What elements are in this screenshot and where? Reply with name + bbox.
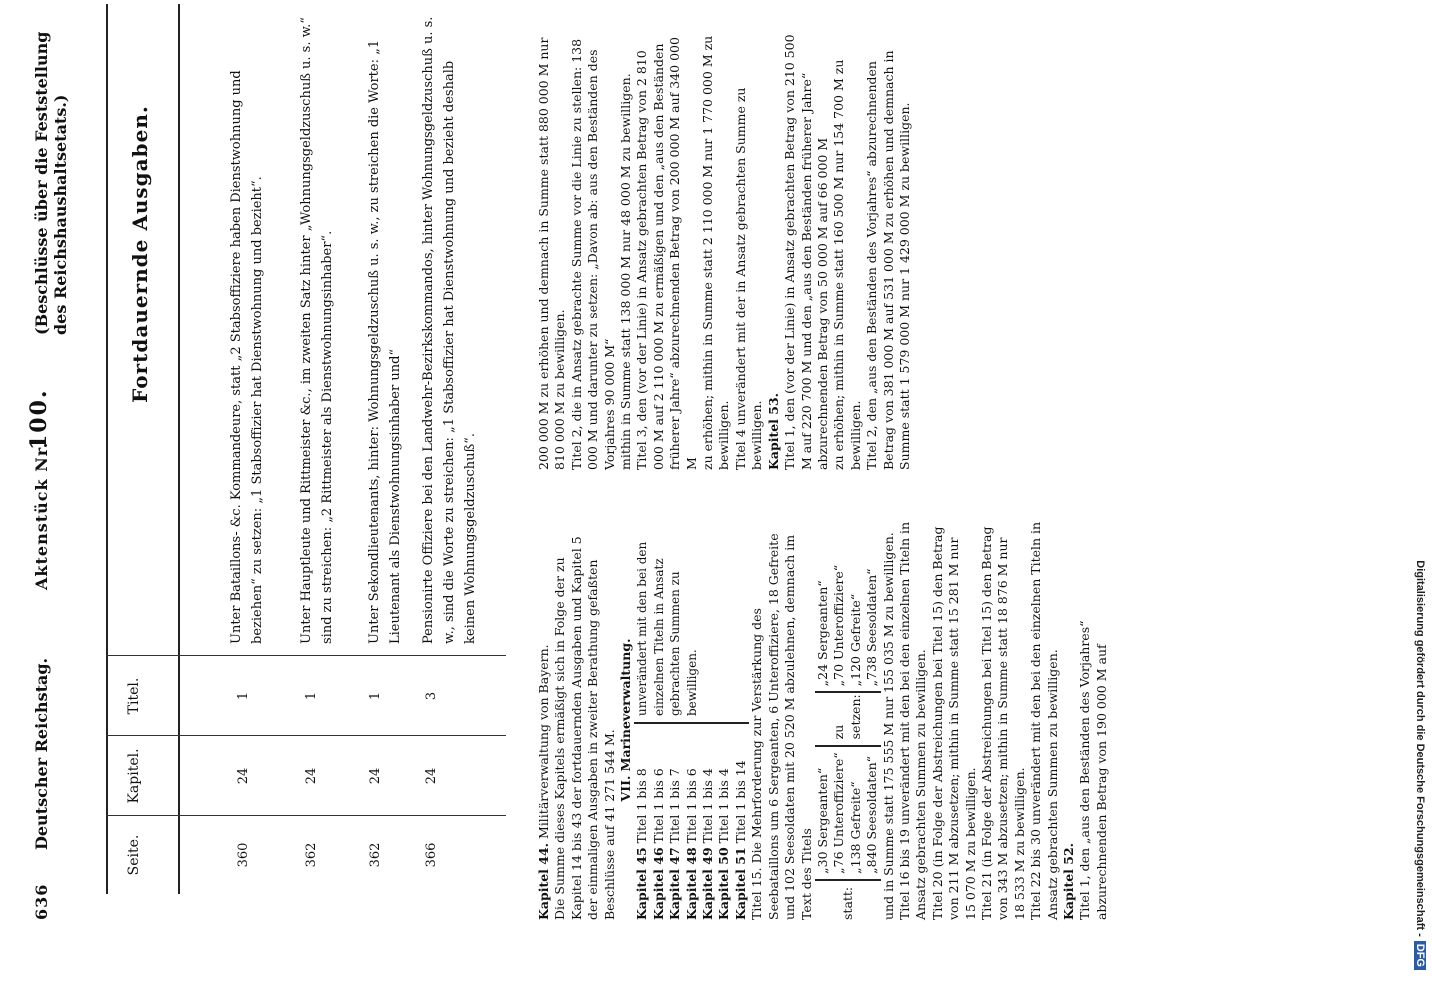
cell-text: Unter Hauptleute und Rittmeister &c., im zweiten Satz hinter „Wohnungsgeldzuschuß u. s. w.“ sind zu streichen: „2 Rittmeister als Dienstwohnungsinhaber“. — [299, 17, 335, 644]
cell-seite: 362 — [368, 842, 383, 868]
list-item: „738 Seesoldaten“ — [864, 568, 880, 687]
col-header-kapitel: Kapitel. — [126, 748, 142, 804]
table-heading: Fortdauernde Ausgaben. — [128, 105, 152, 403]
titel-21-text: Titel 21 (in Folge der Abstreichungen bei Titel 15) den Betrag von 343 M abzusetzen; mithin in Summe statt 18 876 M nur 18 533 M zu bewilligen. — [978, 526, 1027, 920]
header-document: Aktenstück Nr. — [32, 441, 51, 590]
header-number: 100. — [26, 388, 52, 450]
cell-text: Pensionirte Offiziere bei den Landwehr-Bezirkskommandos, hinter Wohnungsgeldzuschuß u. s. w., sind die Worte zu streichen: „1 Stabsoffizier hat Dienstwohnung und bezieht deshalb keinen Wohnungsgeldzuschuß“. — [421, 16, 478, 644]
paragraph: zu erhöhen; mithin in Summe statt 160 500 M nur 154 700 M zu bewilligen. — [831, 59, 863, 470]
paragraph: Titel 3, den (vor der Linie) in Ansatz gebrachten Betrag von 2 810 000 M auf 2 110 000 M zu ermäßigen und den „aus den Beständen früherer Jahre“ abzurechnenden Betrag von 200 000 M auf 340 000 M — [634, 37, 699, 470]
cell-seite: 362 — [304, 842, 319, 868]
kapitel-list-block — [634, 520, 749, 920]
paragraph: 200 000 M zu erhöhen und demnach in Summe statt 880 000 M nur 810 000 M zu bewilligen. — [536, 37, 568, 470]
paragraph: zu erhöhen; mithin in Summe statt 2 110 000 M nur 1 770 000 M zu bewilligen. — [700, 35, 732, 470]
table-header-rule — [178, 4, 180, 894]
page-header — [26, 30, 86, 920]
kapitel-44-label: Kapitel 44. — [536, 842, 551, 920]
titel-16-text: Titel 16 bis 19 unverändert mit den bei den einzelnen Titeln in Ansatz gebrachten Summen zu bewilligen. — [896, 521, 929, 920]
cell-kapitel: 24 — [304, 767, 319, 785]
cell-seite: 366 — [424, 842, 439, 868]
paragraph: Titel 2, den „aus den Beständen des Vorjahres“ abzurechnenden Betrag von 381 000 M auf 531 000 M zu erhöhen und demnach in Summe statt 1 579 000 M nur 1 429 000 M zu bewilligen. — [864, 50, 912, 470]
kapitel-44-title: Militärverwaltung von Bayern. — [536, 644, 551, 839]
dfg-badge: DFG — [1414, 941, 1426, 970]
kapitel-53-label: Kapitel 53. — [765, 392, 781, 470]
kapitel-52-text: Titel 1, den „aus den Beständen des Vorjahres“ abzurechnenden Betrag von 190 000 M auf — [1077, 620, 1109, 920]
watermark-caption: Digitalisierung gefördert durch die Deutsche Forschungsgemeinschaft - — [1414, 560, 1426, 937]
header-body: Deutscher Reichstag. — [32, 657, 51, 850]
setzen-list — [815, 560, 881, 693]
col-header-titel: Titel. — [126, 677, 142, 715]
kapitel-52-label: Kapitel 52. — [1061, 842, 1076, 920]
amendment-table — [106, 4, 506, 894]
zu-setzen-label: zu setzen: — [831, 694, 863, 740]
list-item: „840 Seesoldaten“ — [864, 755, 880, 874]
list-item: Kapitel 46 Titel 1 bis 6 — [650, 768, 666, 920]
table-top-rule — [106, 4, 108, 894]
section-heading: VII. Marineverwaltung. — [618, 638, 634, 802]
funding-watermark — [1400, 10, 1430, 990]
list-item: „30 Sergeanten“ — [814, 767, 830, 874]
text-column-left — [536, 520, 1110, 920]
titel-15-end: und in Summe statt 175 555 M nur 155 035 M zu bewilligen. — [880, 532, 896, 920]
list-item: Kapitel 45 Titel 1 bis 8 — [634, 768, 650, 920]
titel-15-text: Titel 15. Die Mehrforderung zur Verstärkung des Seebataillons um 6 Sergeanten, 6 Unteroffiziere, 18 Gefreite und 102 Seesoldaten mit 20 520 M abzulehnen, demnach im Text des Titels — [749, 533, 814, 920]
titel-22-text: Titel 22 bis 30 unverändert mit den bei den einzelnen Titeln in Ansatz gebrachten Summen zu bewilligen. — [1028, 521, 1060, 920]
list-item: Kapitel 51 Titel 1 bis 14 — [732, 760, 748, 920]
cell-text: Unter Sekondlieutenants, hinter: Wohnungsgeldzuschuß u. s. w., zu streichen die Worte: „1 Lieutenant als Dienstwohnungsinhaber und“ — [367, 39, 403, 644]
list-item: Kapitel 47 Titel 1 bis 7 — [667, 768, 683, 920]
cell-kapitel: 24 — [368, 767, 383, 785]
col-header-seite: Seite. — [126, 834, 142, 876]
paragraph: Titel 1, den (vor der Linie) in Ansatz gebrachten Betrag von 210 500 M auf 220 700 M und den „aus den Beständen früherer Jahre“ abzurechnenden Betrag von 50 000 M auf 66 000 M — [782, 34, 830, 470]
kapitel-list — [634, 730, 749, 920]
cell-titel: 1 — [304, 691, 319, 701]
header-title: (Beschlüsse über die Feststellung des Reichshaushaltsetats.) — [32, 31, 70, 335]
paragraph: Titel 2, die in Ansatz gebrachte Summe vor die Linie zu stellen: 138 000 M und darunter zu setzen: „Davon ab: aus den Beständen des Vorjahres 90 000 M“ — [568, 38, 617, 470]
statt-label: statt: — [839, 886, 855, 920]
list-item: „24 Sergeanten“ — [814, 580, 830, 687]
titel-20-text: Titel 20 (in Folge der Abstreichungen bei Titel 15) den Betrag von 211 M abzusetzen; mithin in Summe statt 15 281 M nur 15 070 M zu bewilligen. — [929, 526, 978, 920]
text-column-right — [536, 30, 913, 470]
watermark-text — [1410, 10, 1426, 970]
cell-seite: 360 — [236, 842, 251, 868]
list-item: Kapitel 49 Titel 1 bis 4 — [700, 768, 716, 920]
cell-titel: 3 — [424, 691, 439, 701]
paragraph: mithin in Summe statt 138 000 M nur 48 000 M zu bewilligen. — [618, 73, 634, 470]
list-item: „138 Gefreite“ — [847, 781, 863, 874]
cell-titel: 1 — [368, 691, 383, 701]
list-item: „76 Unteroffiziere“ — [831, 752, 847, 874]
cell-kapitel: 24 — [236, 767, 251, 785]
cell-kapitel: 24 — [424, 767, 439, 785]
statt-list — [815, 745, 881, 880]
kapitel-44-text: Die Summe dieses Kapitels ermäßigt sich in Folge der zu Kapitel 14 bis 43 der fortdauernden Ausgaben und Kapitel 5 der einmaligen Ausgaben in zweiter Berathung gefaßten Beschlüsse auf 41 271 544 M. — [552, 536, 617, 920]
list-item: Kapitel 48 Titel 1 bis 6 — [683, 768, 699, 920]
list-item: „120 Gefreite“ — [847, 593, 863, 687]
statt-setzen-block — [815, 520, 881, 920]
page-number: 636 — [32, 883, 51, 920]
cell-titel: 1 — [236, 691, 251, 701]
list-item: Kapitel 50 Titel 1 bis 4 — [716, 768, 732, 920]
list-item: „70 Unteroffiziere“ — [831, 564, 847, 687]
cell-text: Unter Bataillons- &c. Kommandeure, statt „2 Stabsoffiziere haben Dienstwohnung und beziehen“ zu setzen: „1 Stabsoffizier hat Dienstwohnung und bezieht“. — [229, 70, 265, 644]
kapitel-list-note: unverändert mit den bei den einzelnen Titeln in Ansatz gebrachten Summen zu bewilligen. — [634, 526, 749, 724]
paragraph: Titel 4 unverändert mit der in Ansatz gebrachten Summe zu bewilligen. — [732, 87, 765, 470]
